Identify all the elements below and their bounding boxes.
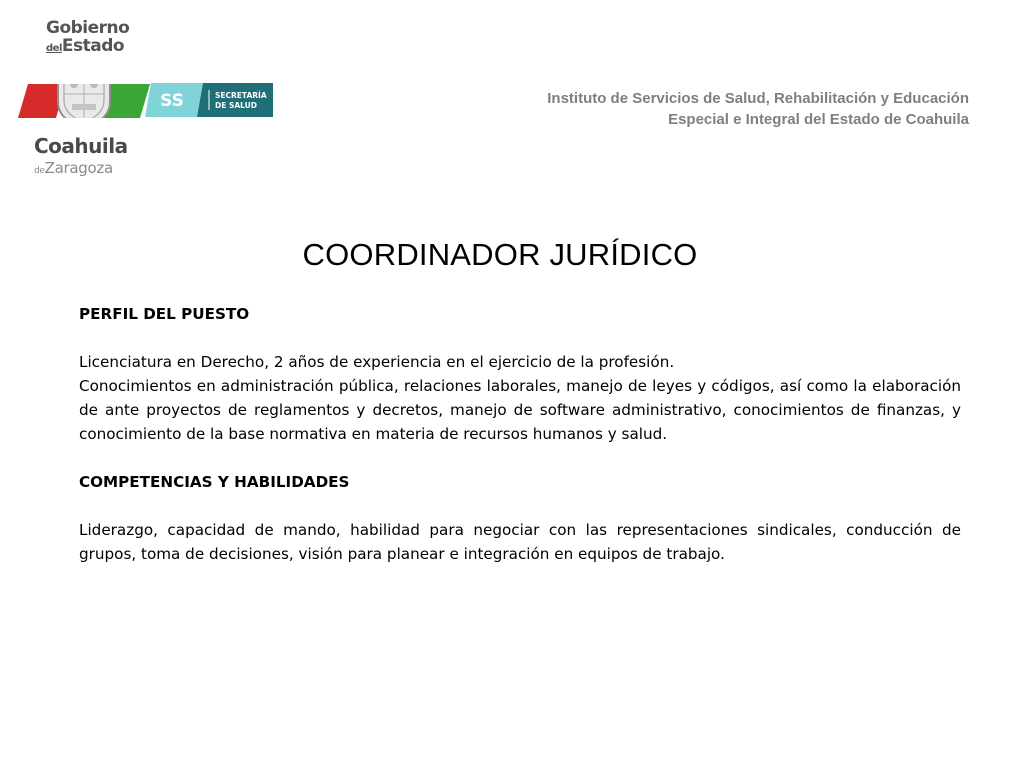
zaragoza-label: deZaragoza [34, 159, 113, 177]
institute-line-2: Especial e Integral del Estado de Coahuila [668, 111, 969, 128]
section-heading-competencias: COMPETENCIAS Y HABILIDADES [79, 473, 350, 491]
del-label: del [46, 43, 62, 54]
perfil-paragraph-1: Licenciatura en Derecho, 2 años de experiencia en el ejercicio de la profesión. [79, 353, 675, 371]
ss-line1: SECRETARÍA [215, 91, 267, 100]
coat-of-arms-icon [58, 84, 110, 118]
document-body [79, 302, 961, 566]
ss-abbr: SS [160, 91, 184, 111]
tricolor-band-icon [18, 84, 150, 118]
coahuila-government-logo [18, 14, 148, 184]
estado-label: Estado [61, 36, 125, 56]
institute-name [547, 88, 969, 130]
coahuila-label: Coahuila [34, 134, 128, 158]
secretaria-de-salud-logo [145, 83, 273, 117]
gobierno-del-estado-text [46, 20, 129, 55]
page-title: COORDINADOR JURÍDICO [302, 237, 698, 272]
section-heading-perfil: PERFIL DEL PUESTO [79, 305, 250, 323]
competencias-paragraph-1: Liderazgo, capacidad de mando, habilidad para negociar con las representaciones sindicales, conducción de grupos, toma de decisiones, visión para planear e integración en equipos de trabajo. [79, 521, 961, 563]
perfil-paragraph-2: Conocimientos en administración pública, relaciones laborales, manejo de leyes y códigos, así como la elaboración de ante proyectos de reglamentos y decretos, manejo de software administrativo, conocimientos de finanzas, y conocimiento de la base normativa en materia de recursos humanos y salud. [79, 377, 961, 443]
ss-line2: DE SALUD [215, 101, 257, 110]
gobierno-label: Gobierno [46, 18, 130, 38]
institute-line-1: Instituto de Servicios de Salud, Rehabilitación y Educación [547, 90, 969, 107]
